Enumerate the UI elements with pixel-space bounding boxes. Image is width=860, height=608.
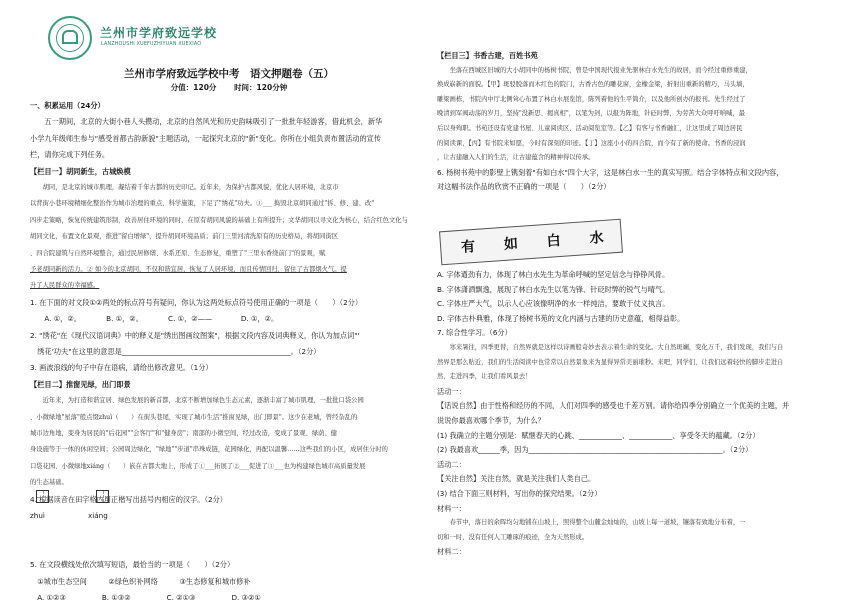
- left-line: 升了人民群众的幸福感。: [30, 282, 100, 290]
- left-line: 口袋花园、小微绿地xiáng（ ）嵌在古都大地上，形成了①___拓展了②___促进了③___也为构建绿色城市高质量发展: [30, 462, 366, 470]
- left-line: 【栏目二】推窗见绿，出门即景: [30, 379, 131, 389]
- writing-grid-xiang[interactable]: [96, 490, 109, 503]
- right-line: 然，走进四季，让我们看风景去！: [437, 373, 532, 381]
- left-line: 的生态基础。: [30, 479, 68, 487]
- right-line: 6. 杨树书苑中的影壁上镌刻着"有如白水"四个大字，这是林白水一生的真实写照。结合字体特点和文段内容，: [437, 167, 784, 177]
- right-line: 【栏目三】书香古建，百姓书苑: [437, 51, 538, 60]
- left-line: 4. 根据读音在田字格内用正楷写出括号内相应的汉字。（2分）: [30, 494, 227, 504]
- right-line: C. 字体庄严大气，以示人心应该像明净的水一样纯洁，要敢于仗义执言。: [437, 299, 670, 309]
- right-line: 对这幅书法作品的欣赏不正确的一项是（ ）（2分）: [437, 182, 611, 192]
- left-line: 四步走策略，恢复传统建筑形制，改善居住环境的同时，在原有胡同风貌的基础上有所提升；文华胡同以寻文化为核心，结合红色文化与: [30, 216, 408, 224]
- left-line: 5. 在文段横线处依次填写短语，最恰当的一项是（ ）（2分）: [30, 560, 235, 570]
- school-name-en: LANZHOUSHI XUEFUZHIYUAN XUEXIAO: [101, 42, 202, 47]
- right-line: A. 字体遒劲有力，体现了林白水先生为革命呼喊的坚定信念与铮铮风骨。: [437, 270, 670, 279]
- right-line: 【关注自然】关注自然，就是关注我们人类自己。: [437, 474, 596, 484]
- calligraphy-text: 有 如 白 水: [460, 229, 617, 256]
- right-line: 材料一：: [437, 503, 466, 513]
- right-line: 材料二：: [437, 547, 466, 557]
- left-line: A. ①②③ B. ①③② C. ②①③ D. ③②①: [30, 593, 261, 602]
- right-line: (1) 我确立的主题分别是：赋惬春天的心跳、____________、____________、享受冬天的蕴藏。（2分）: [437, 430, 760, 440]
- writing-grid-zhui[interactable]: [36, 490, 49, 503]
- right-line: D. 字体古朴典雅，体现了杨树书苑的文化内涵与古建的历史意蕴，相得益彰。: [437, 313, 685, 323]
- school-logo-icon: [48, 16, 92, 60]
- left-line: ①城市生态空间 ②绿色织补网络 ③生态修复和城市修补: [30, 576, 251, 586]
- right-line: B. 字体潇洒飘逸，展现了林白水先生以笔为锋、针砭时弊的锐气与晴气。: [437, 284, 670, 294]
- left-line: 予老胡同新的活力。② 如今的北京胡同，不仅和谐宜居，恢复了人居环境，而且传情回归，留住了古都烟火气。提: [30, 266, 347, 273]
- left-line: 绣花’功夫"在这里的意思是_______________________________________________。（2分）: [30, 347, 321, 356]
- left-line: A. ①，②。 B. ①，②。 C. ①，②—— D. ①，②。: [30, 314, 279, 324]
- right-line: 焕成崭新的面貌。【甲】斑驳脱落而木红色的院门，古香古色的雕花窗，金橡金梁，折射出重新的精巧，马头墙，: [437, 81, 749, 89]
- right-line: 后以身殉职。书苑还设有党建书屋、儿童阅读区、活动阅览室等。【乙】有客与书香融汇，让这里成了周边居民: [437, 125, 743, 132]
- right-line: ，让古建融入人们的生活，让古建蕴含的精神得以传承。: [437, 154, 595, 162]
- left-line: 3. 画波浪线的句子中存在语病，请给出修改意见。（1分）: [30, 363, 213, 373]
- right-line: 晚清到军阀动荡的岁月，坚持"没新思、揭真相"，以笔为剑，以报为阵地，针砭时弊，为劳苦大众呼吁呐喊，最: [437, 110, 746, 118]
- right-line: 切和一时，没有任何人工雕琢的痕迹，全为天然形成。: [437, 533, 589, 541]
- exam-title: 兰州市学府致远学校中考 语文押题卷（五）: [124, 68, 334, 80]
- left-line: 2. "绣花"在《现代汉语词典》中的释义是"绣出图画纹图案"，根据文段内容及词典释义，你认为加点词"‘: [30, 330, 360, 340]
- left-line: zhuì xiáng: [30, 511, 108, 520]
- exam-score: 分值：120分: [170, 83, 217, 92]
- left-line: 【栏目一】胡同新生，古城焕模: [30, 166, 131, 176]
- school-name-cn: 兰州市学府致远学校: [100, 26, 218, 40]
- left-line: 、小微绿地"星落"般点缀zhuì（ ）在街头巷尾，实现了城市生活"推窗见绿，出门即景"。这少在老城，曾经杂乱的: [30, 413, 358, 421]
- left-line: 1. 在下面的对文段①②两处的标点符号有疑问，你认为这两处标点符号使用正确的一项是（ ）（2分）: [30, 297, 363, 307]
- left-line: 胡同，是北京的城市肌理，凝结着千年古都的历史印记。近年来，为保护古都风貌，优化人居环境，北京市: [30, 184, 339, 191]
- right-line: 雕梁画栋，书院内中厅北侧耸心布置了林白水展览馆，陈列着他的生平简介，以及他所创办的报刊。先生经过了: [437, 95, 746, 103]
- right-line: (2) 我最喜欢______季，因为______________________________________________________。（2分）: [437, 445, 753, 455]
- right-line: 坐落在西城区旧城的大小胡同中的杨树书院，曾是中国现代报业先驱林白水先生的故居，而今经过重修重建，: [437, 66, 752, 74]
- left-line: 城市边角地，变身为居民的"后花园""会客厅"和"健身房"；南部的小微空间，经过改造，变成了景观、绿荫、健: [30, 430, 338, 437]
- left-line: 栏，请你完成下列任务。: [30, 150, 110, 160]
- left-line: 、四合院建筑与自然环境整合，通过民居修缮、水系还原、生态修复，重塑了"三里水香绕前门"的景观，赋: [30, 249, 326, 257]
- right-line: 【话说自然】由于性格和经历的不同，人们对四季的感受也千差万别。请你给四季分别确立一个优美的主题，并: [437, 401, 790, 411]
- right-line: (3) 结合下面三则材料，写出你的探究结果。（2分）: [437, 489, 602, 498]
- right-line: 然界是那么贴近，我们的生活阅读中也常常以自然景象来为显得异常美丽璀秒。来吧，同学们，让我们远着轻快的脚步走进自: [437, 358, 784, 366]
- right-line: 活动一：: [437, 386, 466, 396]
- right-line: 春节中，落日的余晖均匀地铺在山坡上，照得整个山麓金灿灿的，山坡上每一道坡，镶落有致地分布着，一: [437, 519, 746, 527]
- right-line: 的阅读课，【丙】有书院来如愿，今时有深刻的印迹。【丁】这座小小的四合院，而今有了新的使命。书香的浸润: [437, 139, 746, 147]
- right-line: 寒来暑往，四季更替，自然界就是这样以诗画般奇妙去表示着生命的变化。大自然斑斓，变化万千，我们发现，我们与自: [437, 344, 784, 351]
- left-line: 以背街小巷环境精细化整治作为城市治理的重点，科学施策，下足了"绣花"功夫。①___ 捣毁北京胡同通过"拆、修、建、改": [30, 200, 375, 208]
- left-line: 一、积累运用（24分）: [30, 101, 105, 110]
- left-line: 小学九年级师生参与"感受首都古韵新貌"主题活动，一起探究北京的"新"变化。你所在小组负责布置活动的宣传: [30, 133, 382, 143]
- left-line: 身设施等于一体的休闲空间；公园周边绿化，"绿地""步道"串珠成链，花园绿化，再配以温馨……这些我们的小区，成居住分时的: [30, 446, 388, 454]
- exam-time: 时间：120分钟: [234, 83, 288, 92]
- left-line: 五一期间，北京的大街小巷人头攒动，北京的自然风光和历史韵味吸引了一批批年轻游客，借此机会，新华: [30, 117, 383, 127]
- right-line: 7. 综合性学习。（6分）: [437, 328, 512, 338]
- left-line: 胡同文化，布置文化景观，推进"留白增绿"，提升胡同环境品质；前门三里河清洗原有的历史格局，将胡同街区: [30, 233, 339, 241]
- right-line: 活动二：: [437, 459, 466, 469]
- exam-meta: [30, 82, 428, 93]
- left-line: 近年来，为打造和谐宜居、绿色发展的新首都，北京不断增加绿色生态元素，逐渐丰富了城市肌理，一批批口袋公园: [30, 397, 364, 405]
- right-line: 说说你最喜欢哪个季节，为什么？: [437, 416, 545, 425]
- calligraphy-image: [439, 219, 623, 266]
